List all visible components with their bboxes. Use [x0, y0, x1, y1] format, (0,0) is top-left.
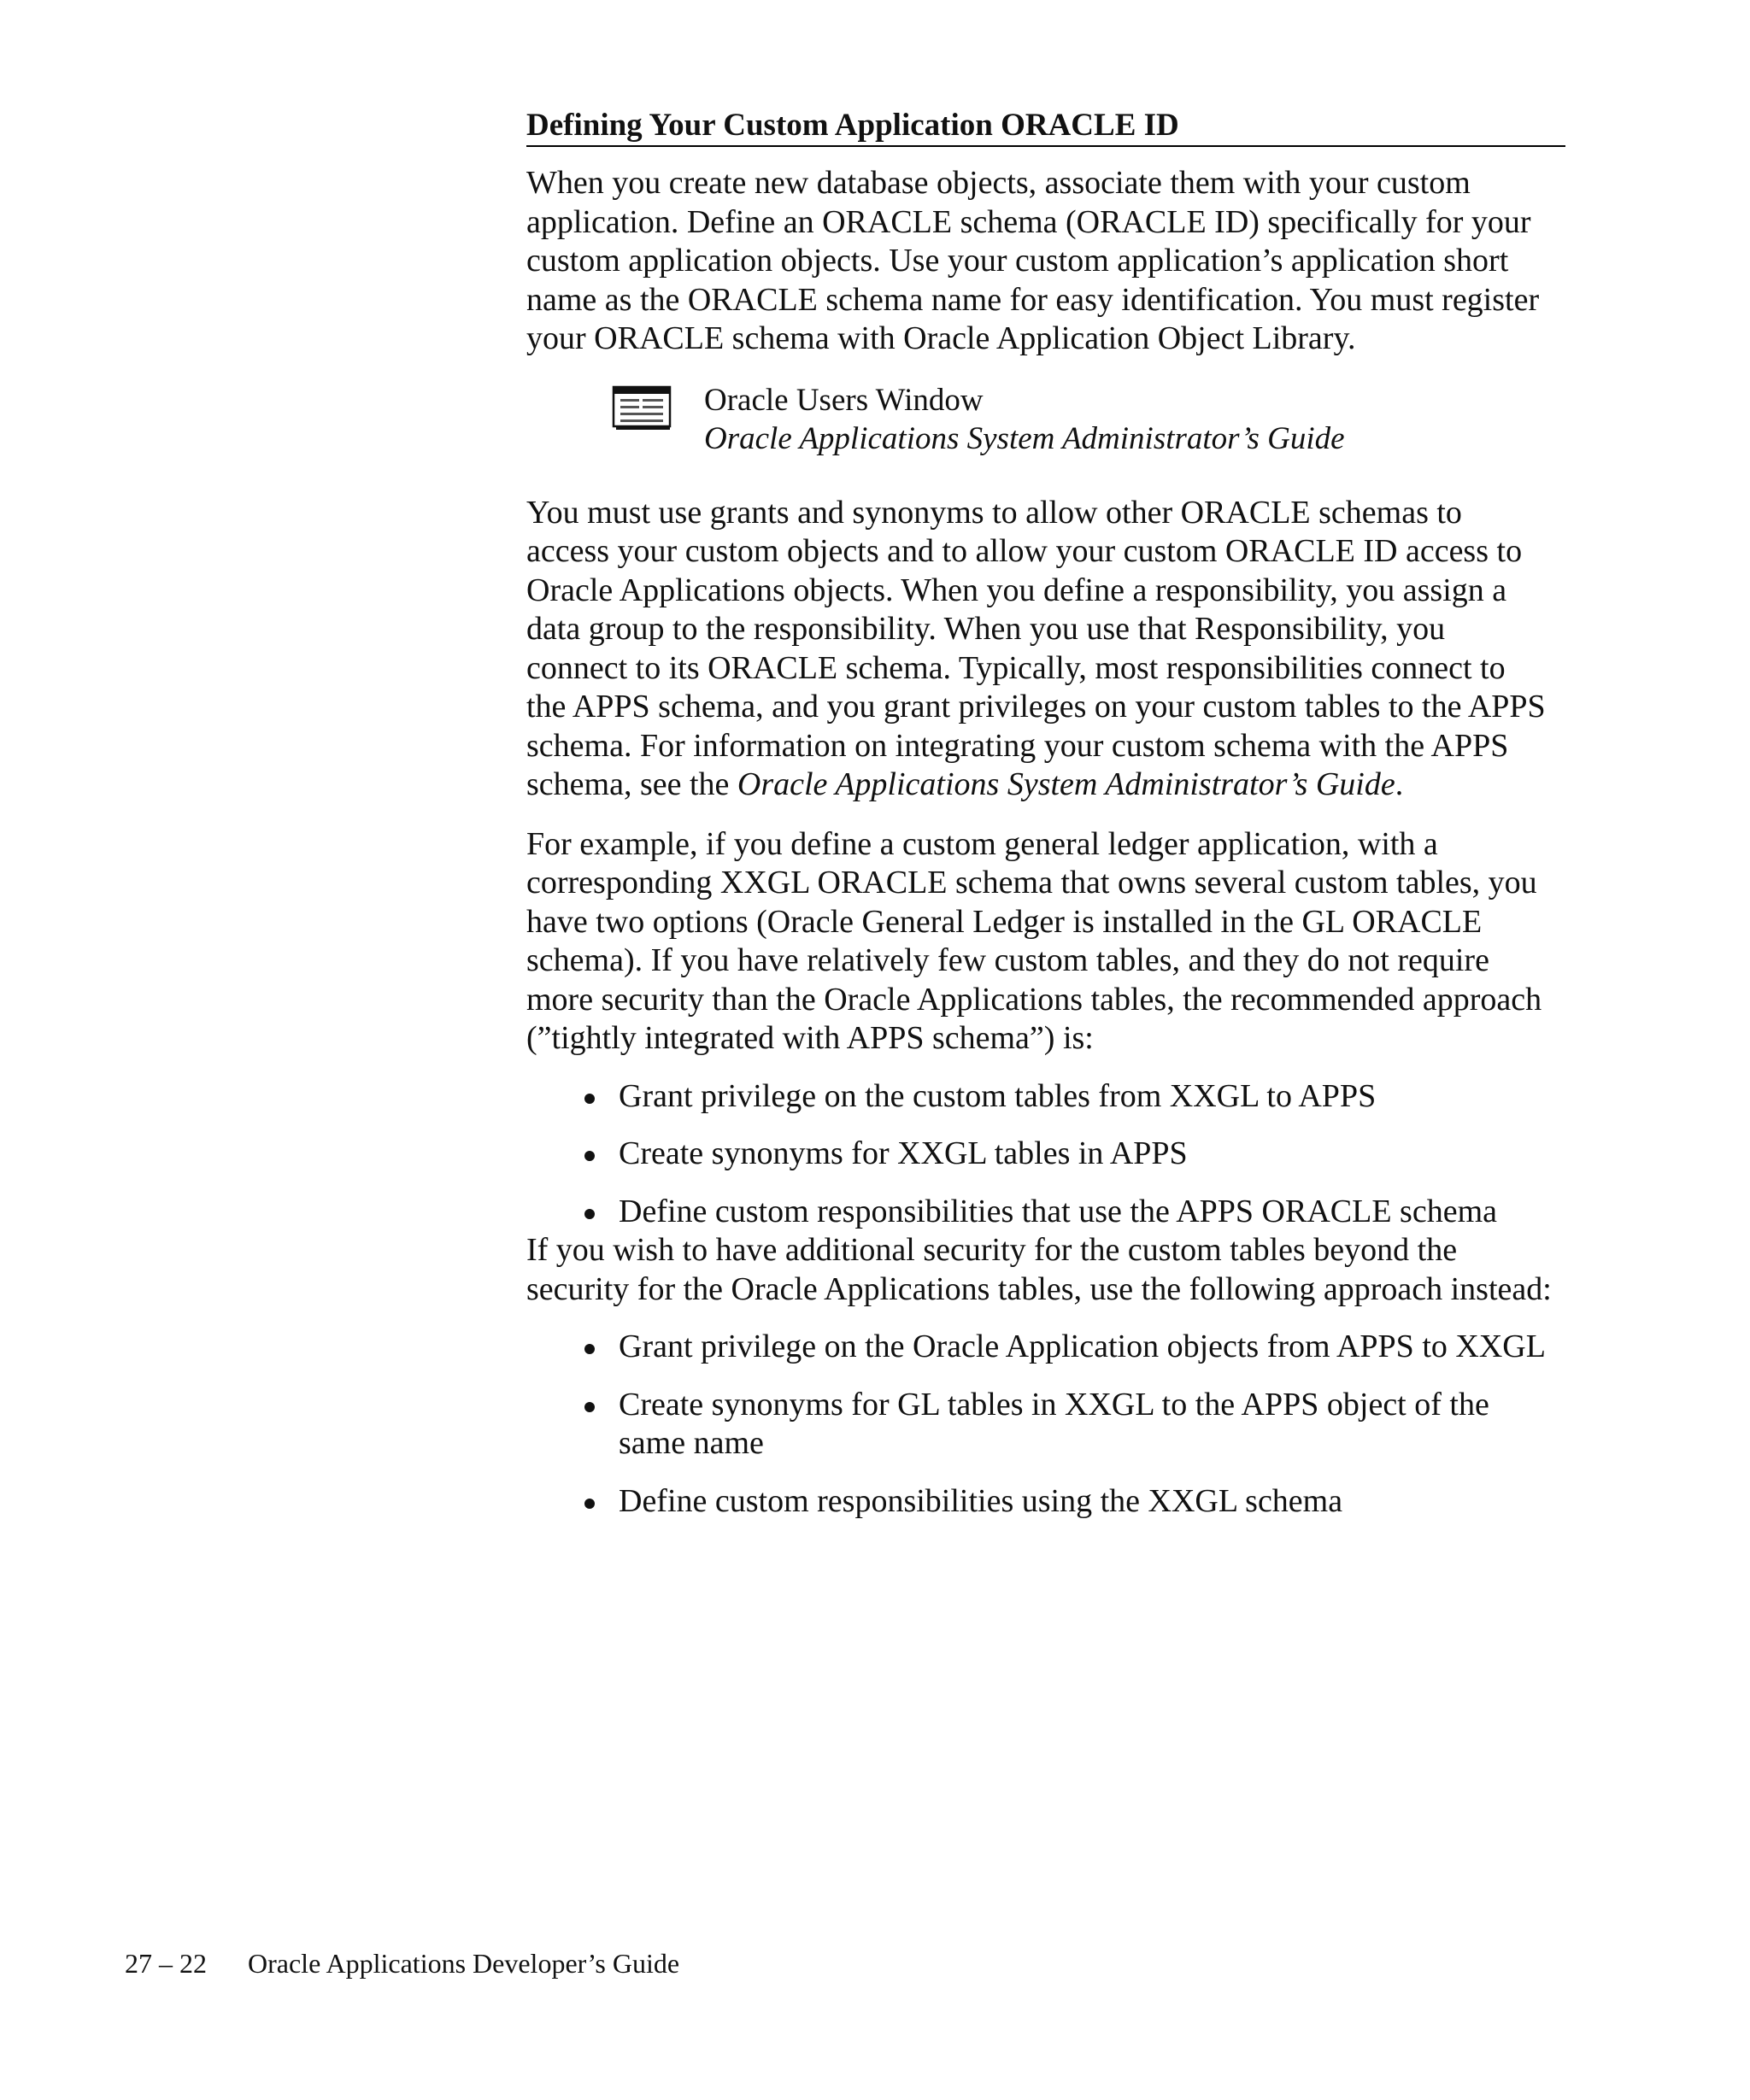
grants-paragraph-text: You must use grants and synonyms to allow other ORACLE schemas to access your custom objects and to allow your custom ORACLE ID access to Oracle Applications objects. When you define a responsibility, you assign a data group to the responsibility. When you use that Responsibility, you connect to its ORACLE schema. Typically, most responsibilities connect to the APPS schema, and you grant privileges on your custom tables to the APPS schema. For information on integrating your custom schema with the APPS schema, see the	[526, 494, 1546, 802]
section-heading: Defining Your Custom Application ORACLE ID	[526, 108, 1565, 147]
grants-paragraph-end: .	[1395, 766, 1404, 802]
grants-paragraph-guide: Oracle Applications System Administrator’s Guide	[737, 766, 1395, 802]
list-item: Grant privilege on the custom tables from XXGL to APPS	[619, 1077, 1552, 1117]
list-item: Grant privilege on the Oracle Application objects from APPS to XXGL	[619, 1328, 1552, 1367]
bullet-icon	[584, 1151, 595, 1161]
integrated-approach-list	[526, 1077, 1552, 1232]
document-window-icon	[612, 384, 673, 432]
intro-paragraph: When you create new database objects, associate them with your custom application. Define an ORACLE schema (ORACLE ID) specifically for your custom application objects. Use your custom application’s application short name as the ORACLE schema name for easy identification. You must register your ORACLE schema with Oracle Application Object Library.	[526, 165, 1540, 356]
grants-paragraph	[526, 494, 1552, 805]
bullet-icon	[584, 1209, 595, 1219]
list-item: Define custom responsibilities using the XXGL schema	[619, 1482, 1552, 1522]
reference-title: Oracle Users Window	[704, 382, 984, 418]
example-paragraph: For example, if you define a custom general ledger application, with a corresponding XXGL ORACLE schema that owns several custom tables, you have two options (Oracle General Ledger is installed in the GL ORACLE schema). If you have relatively few custom tables, and they do not require more security than the Oracle Applications tables, the recommended approach (”tightly integrated with APPS schema”) is:	[526, 825, 1542, 1056]
security-paragraph: If you wish to have additional security for the custom tables beyond the security for the Oracle Applications tables, use the following approach instead:	[526, 1232, 1552, 1307]
bullet-icon	[584, 1344, 595, 1354]
secure-approach-list	[526, 1328, 1552, 1521]
list-item: Define custom responsibilities that use the APPS ORACLE schema	[619, 1193, 1552, 1232]
list-item: Create synonyms for XXGL tables in APPS	[619, 1135, 1552, 1174]
reference-note	[704, 381, 1565, 458]
page-content	[526, 108, 1565, 1521]
book-title: Oracle Applications Developer’s Guide	[248, 1948, 680, 1979]
bullet-icon	[584, 1499, 595, 1509]
list-item: Create synonyms for GL tables in XXGL to the APPS object of the same name	[619, 1386, 1552, 1464]
page-number: 27 – 22	[125, 1948, 207, 1979]
bullet-icon	[584, 1094, 595, 1104]
reference-guide: Oracle Applications System Administrator’s Guide	[704, 420, 1345, 456]
page-footer	[125, 1946, 679, 1980]
bullet-icon	[584, 1402, 595, 1412]
